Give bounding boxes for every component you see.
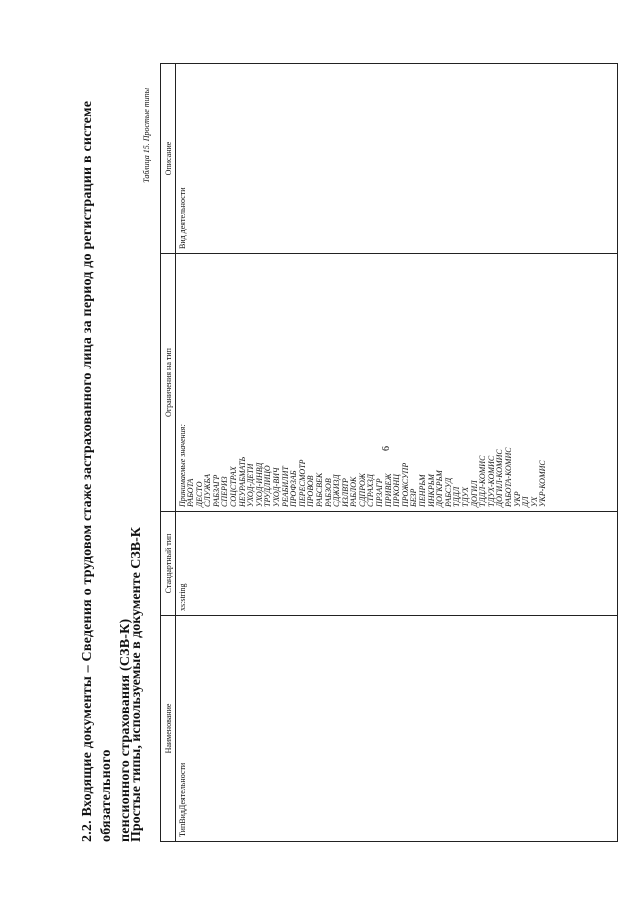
allowed-value-item: ТДУХ <box>461 486 470 507</box>
allowed-value-item: ДЛ <box>521 496 531 507</box>
subheading: Простые типы, используемые в документе СЗВ-К <box>129 527 144 842</box>
allowed-value-item: СОЦСТРАХ <box>228 466 238 507</box>
allowed-value-item: СЛУЖБА <box>203 474 213 507</box>
allowed-value-item: ПРКОНЦ <box>392 474 402 507</box>
header-restrictions: Ограничения на тип <box>161 254 176 512</box>
allowed-value-item: ДЕСТО <box>194 481 204 507</box>
allowed-value-item: СДПРОЖ <box>357 473 367 507</box>
cell-type-name: ТипВидДеятельности <box>176 616 618 842</box>
allowed-value-item: УХОД-ВИЧ <box>271 467 281 507</box>
header-name: Наименование <box>161 616 176 842</box>
allowed-value-item: ТРУДЛИЦО <box>263 465 273 507</box>
section-heading-line-1: 2.2. Входящие документы – Сведения о трудовом стаже застрахованного лица за период до регистрации в системе обязательного <box>80 100 114 842</box>
section-heading-line-2: пенсионного страхования (СЗВ-К) <box>118 618 133 842</box>
allowed-value-item: БЕЗР <box>409 488 419 507</box>
allowed-value-item: ИЗЛВТР <box>340 478 350 507</box>
allowed-value-item: ТДДЛ-КОМИС <box>478 455 488 507</box>
allowed-value-item: РЕАБИЛИТ <box>280 466 290 507</box>
allowed-value-item: ИНКРЬМ <box>426 474 436 507</box>
allowed-value-item: ДОГИЛ-КОМИС <box>495 449 505 507</box>
simple-types-table <box>160 63 618 842</box>
allowed-value-item: УХОД-ДЕТИ <box>246 463 256 507</box>
cell-standard-type: xs:string <box>176 512 618 616</box>
allowed-value-item: ТДУХ-КОМИС <box>486 455 496 507</box>
allowed-value-item: ПРОВОВ <box>306 475 316 507</box>
allowed-value-item: РАБЛОК <box>349 476 359 507</box>
allowed-value-item: ПРОФЗАБ <box>289 470 299 507</box>
allowed-value-item: СПЕРИЗ <box>220 476 230 507</box>
allowed-value-item: УХ <box>529 496 539 507</box>
table-row <box>176 64 618 842</box>
allowed-value-item: РАБСВЕК <box>314 472 324 507</box>
allowed-value-item: РАБОТА <box>186 478 195 507</box>
allowed-value-item: ТДДЛ <box>452 486 462 507</box>
allowed-value-item: УХОД-ИНВД <box>254 462 264 507</box>
allowed-value-item: УКР-КОМИС <box>538 460 548 507</box>
cell-restrictions <box>176 254 618 512</box>
allowed-value-item: РАБСУД <box>443 477 453 507</box>
allowed-value-item: ПРОЖСУПР <box>400 462 410 507</box>
allowed-value-item: ДОГИЛ <box>469 480 479 507</box>
allowed-value-item: СДЖИЗД <box>332 474 342 507</box>
allowed-value-item: ПЕНРЬМ <box>418 474 428 507</box>
allowed-value-item: ПРЗАГР <box>375 478 385 507</box>
allowed-value-item: ПРИВЕЖ <box>383 473 393 507</box>
page-number: 6 <box>381 446 392 451</box>
allowed-value-item: ПЕРЕСМОТР <box>297 459 307 507</box>
header-description: Описание <box>161 64 176 254</box>
section-heading <box>78 62 135 842</box>
allowed-value-item: СТРАХЗД <box>366 474 376 507</box>
allowed-value-item: РАБЗАГР <box>211 474 221 507</box>
table-caption: Таблица 15. Простые типы <box>142 88 151 183</box>
allowed-value-item: НЕУРАБМАТЬ <box>237 456 247 507</box>
table-header-row <box>161 64 176 842</box>
restriction-title: Принимаемые значения: <box>178 424 187 507</box>
header-standard-type: Стандартный тип <box>161 512 176 616</box>
allowed-value-item: УКР <box>512 491 522 507</box>
allowed-values-list <box>187 258 548 507</box>
allowed-value-item: РАБОТА-КОМИС <box>503 447 513 507</box>
allowed-value-item: РАБЗОВ <box>323 478 333 507</box>
cell-description: Вид деятельности <box>176 64 618 254</box>
allowed-value-item: ДОГКРЬМ <box>435 470 445 507</box>
